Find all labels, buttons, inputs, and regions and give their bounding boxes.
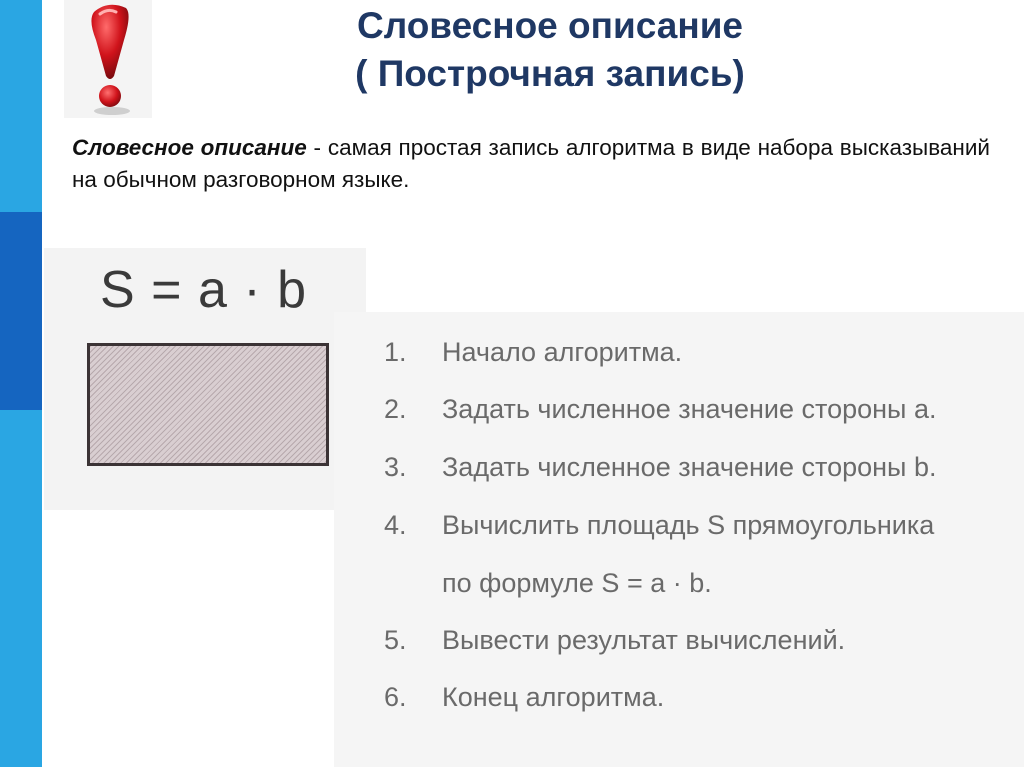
- accent-bar-middle: [0, 212, 42, 410]
- step-number: 6.: [384, 682, 407, 712]
- step-continuation: по формуле S = a · b.: [442, 568, 712, 598]
- step-item: [384, 334, 682, 370]
- exclamation-icon: [64, 0, 152, 118]
- area-formula: S = a · b: [100, 261, 307, 319]
- step-item: [384, 507, 934, 543]
- step-item: [384, 622, 845, 658]
- step-number: 2.: [384, 394, 407, 424]
- step-text: Начало алгоритма.: [442, 337, 683, 367]
- definition-text: - самая простая запись алгоритма в виде набора высказываний на обычном разговорном языке.: [72, 135, 990, 192]
- step-text: Вычислить площадь S прямоугольника: [442, 510, 935, 540]
- step-number: 4.: [384, 510, 407, 540]
- accent-bar-top: [0, 0, 42, 212]
- definition-term: Словесное описание: [72, 135, 307, 160]
- definition-paragraph: [72, 132, 990, 196]
- step-item: [384, 679, 664, 715]
- accent-bar-bottom: [0, 410, 42, 767]
- title-line-2: ( Построчная запись): [355, 53, 745, 94]
- step-number: 5.: [384, 625, 407, 655]
- slide-title: [190, 2, 910, 98]
- title-line-1: Словесное описание: [356, 5, 744, 46]
- step-item: [384, 449, 936, 485]
- step-number: 3.: [384, 452, 407, 482]
- step-item: [384, 391, 936, 427]
- rectangle-illustration: [87, 343, 329, 466]
- step-text: Вывести результат вычислений.: [442, 625, 846, 655]
- step-number: 1.: [384, 337, 407, 367]
- left-accent-bar: [0, 0, 42, 767]
- step-text: Задать численное значение стороны b.: [442, 452, 937, 482]
- step-text: Задать численное значение стороны a.: [442, 394, 937, 424]
- step-text: Конец алгоритма.: [442, 682, 665, 712]
